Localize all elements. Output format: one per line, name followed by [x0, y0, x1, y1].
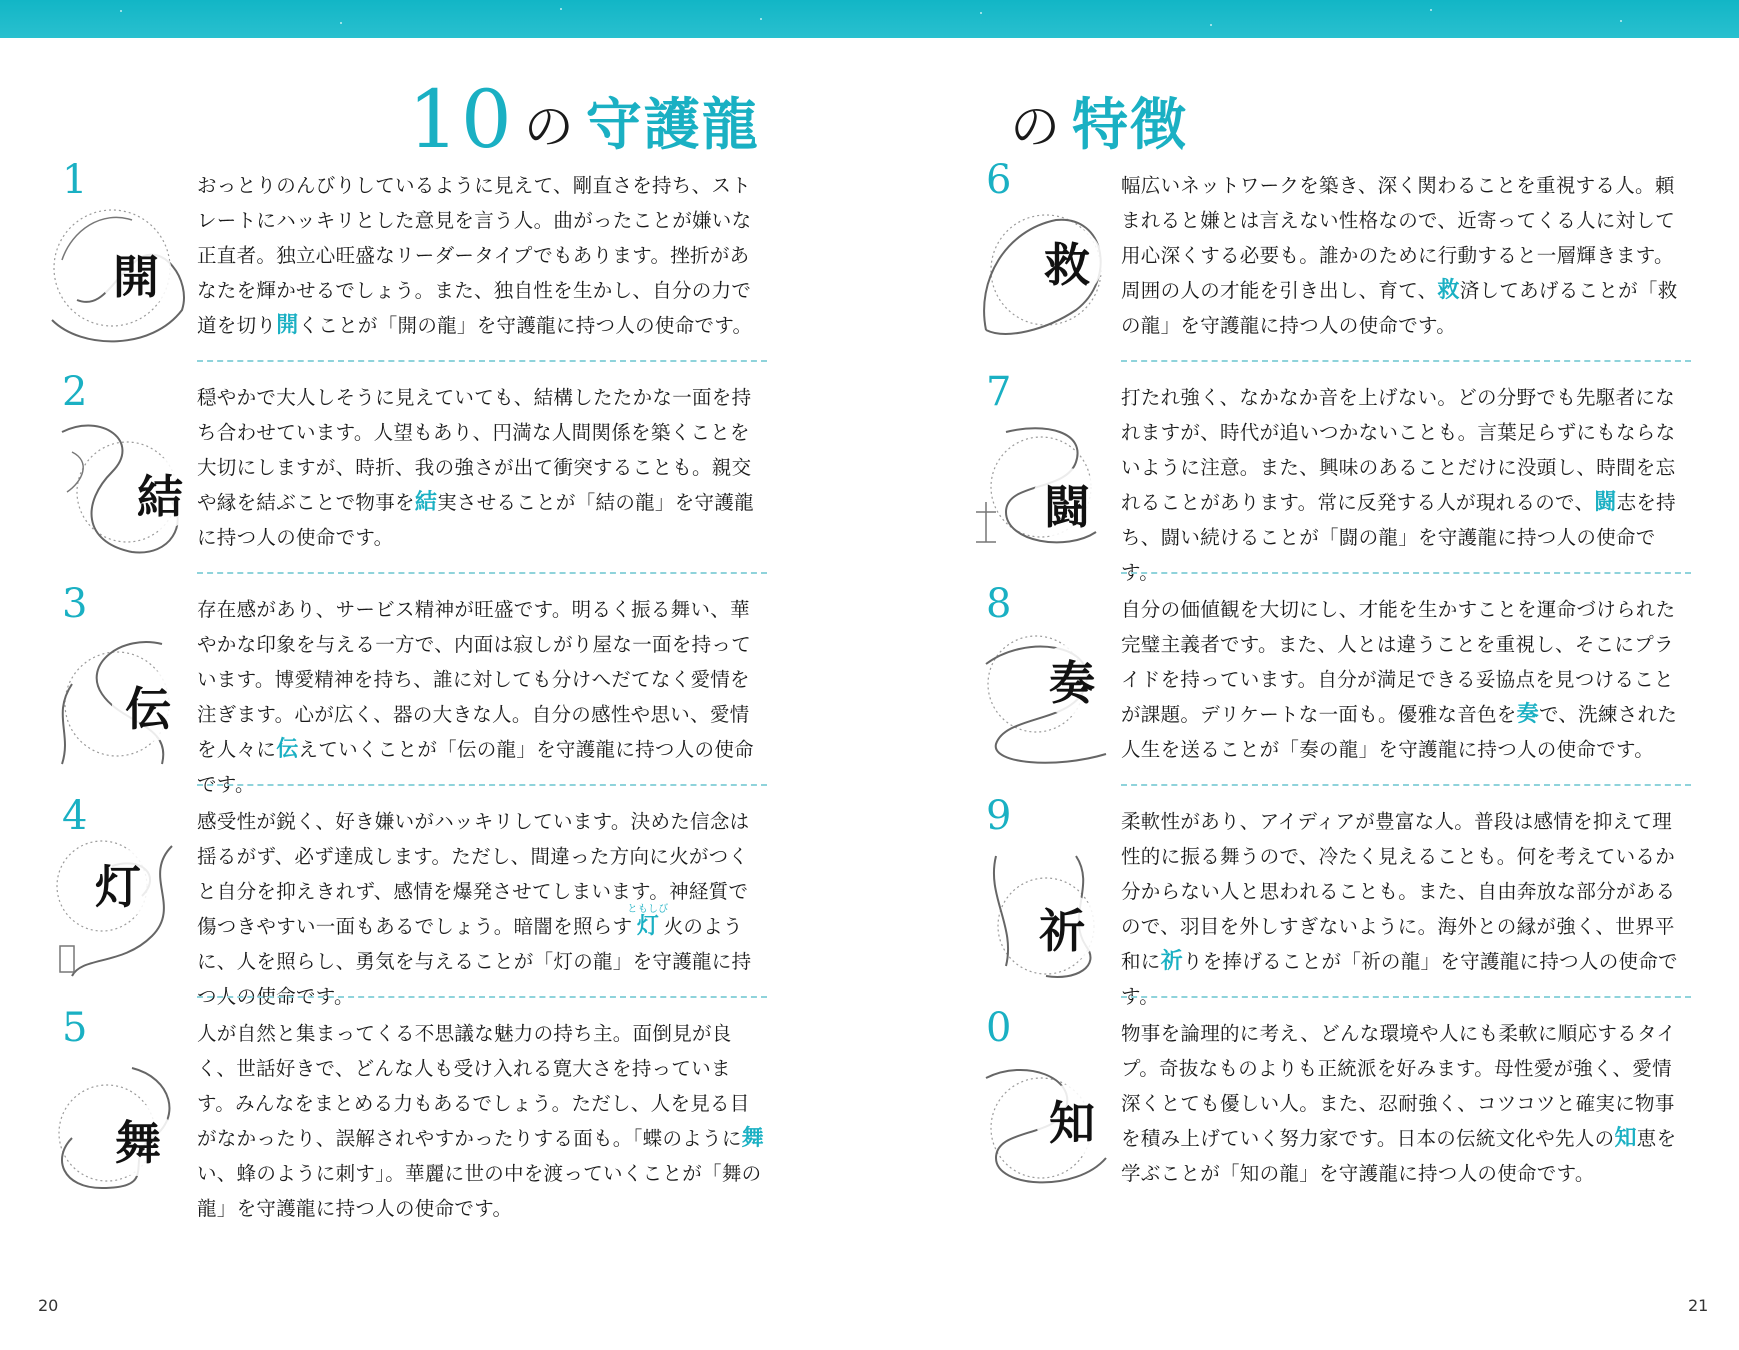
dragon-entry	[986, 581, 1739, 794]
dragon-kanji: 奏	[1036, 644, 1108, 716]
dragon-entry	[986, 157, 1739, 370]
entry-description: 幅広いネットワークを築き、深く関わることを重視する人。頼まれると嫌とは言えない性格なので、近寄ってくる人に対して用心深くする必要も。誰かのために行動すると一層輝きます。周囲の人の才能を引き出し、育て、救済してあげることが「救の龍」を守護龍に持つ人の使命です。	[1121, 174, 1678, 337]
top-decorative-band	[0, 0, 1739, 38]
dashed-divider	[197, 360, 767, 362]
entry-number: 3	[62, 581, 88, 627]
entry-description: 柔軟性があり、アイディアが豊富な人。普段は感情を抑えて理性的に振る舞うので、冷たく見えることも。何を考えているか分からない人と思われることも。また、自由奔放な部分があるので、羽目を外しすぎないように。海外との縁が強く、世界平和に祈りを捧げることが「祈の龍」を守護龍に持つ人の使命です。	[1121, 810, 1678, 1008]
entry-number: 5	[62, 1005, 88, 1051]
dragon-entry	[986, 369, 1739, 584]
entry-number: 7	[986, 369, 1012, 415]
entry-description: 自分の価値観を大切にし、才能を生かすことを運命づけられた完璧主義者です。また、人とは違うことを重視し、そこにプライドを持っています。自分が満足できる妥協点を見つけることが課題。デリケートな一面も。優雅な音色を奏で、洗練された人生を送ることが「奏の龍」を守護龍に持つ人の使命です。	[1121, 598, 1678, 761]
entry-description: 存在感があり、サービス精神が旺盛です。明るく振る舞い、華やかな印象を与える一方で、内面は寂しがり屋な一面を持っています。博愛精神を持ち、誰に対しても分けへだてなく愛情を注ぎます。心が広く、器の大きな人。自分の感性や思い、愛情を人々に伝えていくことが「伝の龍」を守護龍に持つ人の使命です。	[197, 598, 754, 796]
dashed-divider	[1121, 996, 1691, 998]
dragon-entry	[986, 1005, 1739, 1218]
dashed-divider	[1121, 572, 1691, 574]
entry-number: 6	[986, 157, 1012, 203]
entry-number: 9	[986, 793, 1012, 839]
highlight-kanji: 祈	[1160, 949, 1183, 974]
entry-description: 穏やかで大人しそうに見えていても、結構したたかな一面を持ち合わせています。人望もあり、円満な人間関係を築くことを大切にしますが、時折、我の強さが出て衝突することも。親交や縁を結ぶことで物事を結実させることが「結の龍」を守護龍に持つ人の使命です。	[197, 386, 754, 549]
dashed-divider	[1121, 360, 1691, 362]
page-title-left	[408, 70, 760, 166]
dragon-entry	[62, 793, 826, 1008]
highlight-kanji: 結	[414, 490, 438, 515]
entry-description: 物事を論理的に考え、どんな環境や人にも柔軟に順応するタイプ。奇抜なものよりも正統派を好みます。母性愛が強く、愛情深くとても優しい人。また、忍耐強く、コツコツと確実に物事を積み上げていく努力家です。日本の伝統文化や先人の知恵を学ぶことが「知の龍」を守護龍に持つ人の使命です。	[1121, 1022, 1677, 1185]
entry-number: 2	[62, 369, 88, 415]
highlight-kanji: 舞	[741, 1126, 764, 1151]
entry-number: 1	[62, 157, 88, 203]
entry-number: 0	[986, 1005, 1012, 1051]
page-number-right: 21	[1688, 1296, 1709, 1315]
dashed-divider	[197, 784, 767, 786]
dashed-divider	[1121, 784, 1691, 786]
dragon-entry	[62, 369, 826, 582]
dragon-kanji: 闘	[1031, 468, 1103, 540]
dragon-entry	[986, 793, 1739, 1008]
highlight-kanji: 奏	[1516, 702, 1539, 727]
highlight-kanji: 救	[1437, 278, 1460, 303]
title-particle: の	[523, 98, 576, 156]
title-number: 10	[408, 73, 514, 166]
dragon-entry	[62, 581, 826, 796]
dragon-kanji: 舞	[102, 1104, 174, 1176]
dragon-kanji: 結	[124, 458, 196, 530]
entry-description: おっとりのんびりしているように見えて、剛直さを持ち、ストレートにハッキリとした意見を言う人。曲がったことが嫌いな正直者。独立心旺盛なリーダータイプでもあります。挫折があなたを輝かせるでしょう。また、独自性を生かし、自分の力で道を切り開くことが「開の龍」を守護龍に持つ人の使命です。	[197, 174, 753, 338]
dragon-kanji: 祈	[1026, 892, 1098, 964]
highlight-kanji: 灯	[627, 914, 669, 939]
dragon-kanji: 救	[1031, 226, 1103, 298]
highlight-kanji: 開	[276, 313, 299, 338]
dashed-divider	[197, 572, 767, 574]
entry-description: 人が自然と集まってくる不思議な魅力の持ち主。面倒見が良く、世話好きで、どんな人も受け入れる寛大さを持っています。みんなをまとめる力もあるでしょう。ただし、人を見る目がなかったり、誤解されやすかったりする面も。「蝶のように舞い、蜂のように刺す」。華麗に世の中を渡っていくことが「舞の龍」を守護龍に持つ人の使命です。	[197, 1022, 764, 1220]
entry-number: 4	[62, 793, 88, 839]
dashed-divider	[197, 996, 767, 998]
dragon-kanji: 知	[1036, 1084, 1108, 1156]
entry-description: 打たれ強く、なかなか音を上げない。どの分野でも先駆者になれますが、時代が追いつかないことも。言葉足らずにもならないように注意。また、興味のあることだけに没頭し、時間を忘れることがあります。常に反発する人が現れるので、闘志を持ち、闘い続けることが「闘の龍」を守護龍に持つ人の使命です。	[1121, 386, 1676, 584]
title-word: 特徴	[1072, 92, 1188, 158]
highlight-kanji: 伝	[276, 737, 299, 762]
entry-number: 8	[986, 581, 1012, 627]
dragon-kanji: 灯	[82, 848, 154, 920]
highlight-kanji: 闘	[1594, 490, 1617, 515]
ruby-reading: ともしび	[627, 904, 669, 915]
dragon-kanji: 伝	[112, 670, 184, 742]
dragon-entry	[62, 157, 826, 370]
dragon-kanji: 開	[100, 238, 172, 310]
page-title-right	[1000, 70, 1188, 160]
entry-description: 感受性が鋭く、好き嫌いがハッキリしています。決めた信念は揺るがず、必ず達成します。ただし、間違った方向に火がつくと自分を抑えきれず、感情を爆発させてしまいます。神経質で傷つきやすい一面もあるでしょう。暗闇を照らす灯ともしび火のように、人を照らし、勇気を与えることが「灯の龍」を守護龍に持つ人の使命です。	[197, 810, 752, 1008]
page-number-left: 20	[38, 1296, 59, 1315]
highlight-kanji: 知	[1614, 1126, 1637, 1151]
title-word: 守護龍	[585, 92, 760, 158]
title-particle: の	[1010, 98, 1062, 156]
dragon-entry	[62, 1005, 826, 1220]
